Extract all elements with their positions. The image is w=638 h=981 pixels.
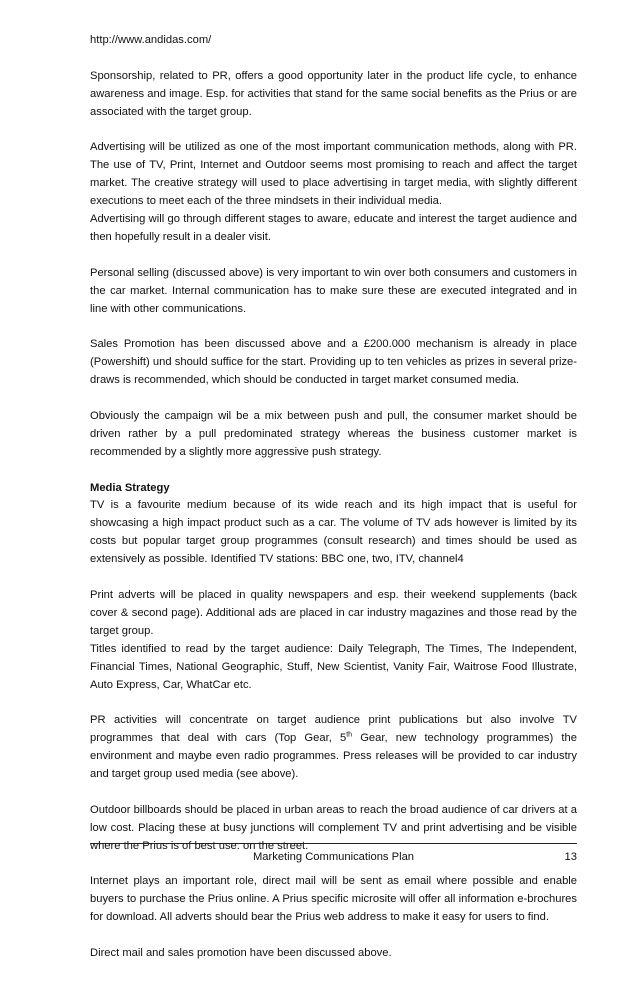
paragraph-direct-mail: Direct mail and sales promotion have been discussed above. [90,947,392,960]
pr-superscript: th [346,731,353,739]
page-body [90,32,577,981]
paragraph-print-1: Print adverts will be placed in quality newspapers and esp. their weekend supplements (back cover & second page). Additional ads are placed in car industry magazines and those read by the target group. [90,588,577,637]
page-number: 13 [564,851,577,863]
paragraph-push-pull: Obviously the campaign wil be a mix between push and pull, the consumer market should be driven rather by a pull predominated strategy whereas the business customer market is recommended by a slightly more aggressive push strategy. [90,409,577,458]
paragraph-personal-selling: Personal selling (discussed above) is very important to win over both consumers and customers in the car market. Internal communication has to make sure these are executed integrated and in line with other communications. [90,266,577,315]
paragraph-advertising-1: Advertising will be utilized as one of the most important communication methods, along with PR. The use of TV, Print, Internet and Outdoor seems most promising to reach and affect the target market. The creative strategy will used to place advertising in target media, with slightly different executions to meet each of the three mindsets in their individual media. [90,141,577,208]
pr-text-end: Gear, new technology programmes) the environment and maybe even radio programmes. Press releases will be provided to car industry and target group used media (see above). [90,732,577,781]
paragraph-pr [90,712,577,784]
paragraph-sales-promotion: Sales Promotion has been discussed above and a £200.000 mechanism is already in place (Powershift) und should suffice for the start. Providing up to ten vehicles as prizes in several prize-draws is recommended, which should be conducted in target market consumed media. [90,338,577,387]
paragraph-outdoor: Outdoor billboards should be placed in urban areas to reach the broad audience of car drivers at a low cost. Placing these at busy junctions will complement TV and print advertising and be visible where the Prius is of best use: on the street. [90,803,577,852]
footer-title: Marketing Communications Plan [252,851,415,863]
section-heading-media-strategy: Media Strategy [90,481,170,494]
footer-divider [90,843,577,844]
paragraph-print-2: Titles identified to read by the target audience: Daily Telegraph, The Times, The Independent, Financial Times, National Geographic, Stuff, New Scientist, Vanity Fair, Waitrose Food Illustrate, Auto Express, Car, WhatCar etc. [90,642,577,691]
paragraph-sponsorship: Sponsorship, related to PR, offers a good opportunity later in the product life cycle, to enhance awareness and image. Esp. for activities that stand for the same social benefits as the Prius or are associated with the target group. [90,69,577,118]
paragraph-advertising-2: Advertising will go through different stages to aware, educate and interest the target audience and then hopefully result in a dealer visit. [90,213,577,243]
url-line: http://www.andidas.com/ [90,34,212,46]
pr-text-start: PR activities will concentrate on target audience print publications but also involve TV programmes that deal with cars (Top Gear, 5 [90,714,577,745]
paragraph-tv: TV is a favourite medium because of its wide reach and its high impact that is useful for showcasing a high impact product such as a car. The volume of TV ads however is limited by its costs but popular target group programmes (consult research) and times should be used as extensively as possible. Identified TV stations: BBC one, two, ITV, channel4 [90,499,577,566]
paragraph-internet: Internet plays an important role, direct mail will be sent as email where possible and enable buyers to purchase the Prius online. A Prius specific microsite will offer all information e-brochures for download. All adverts should bear the Prius web address to make it easy for users to find. [90,875,577,924]
